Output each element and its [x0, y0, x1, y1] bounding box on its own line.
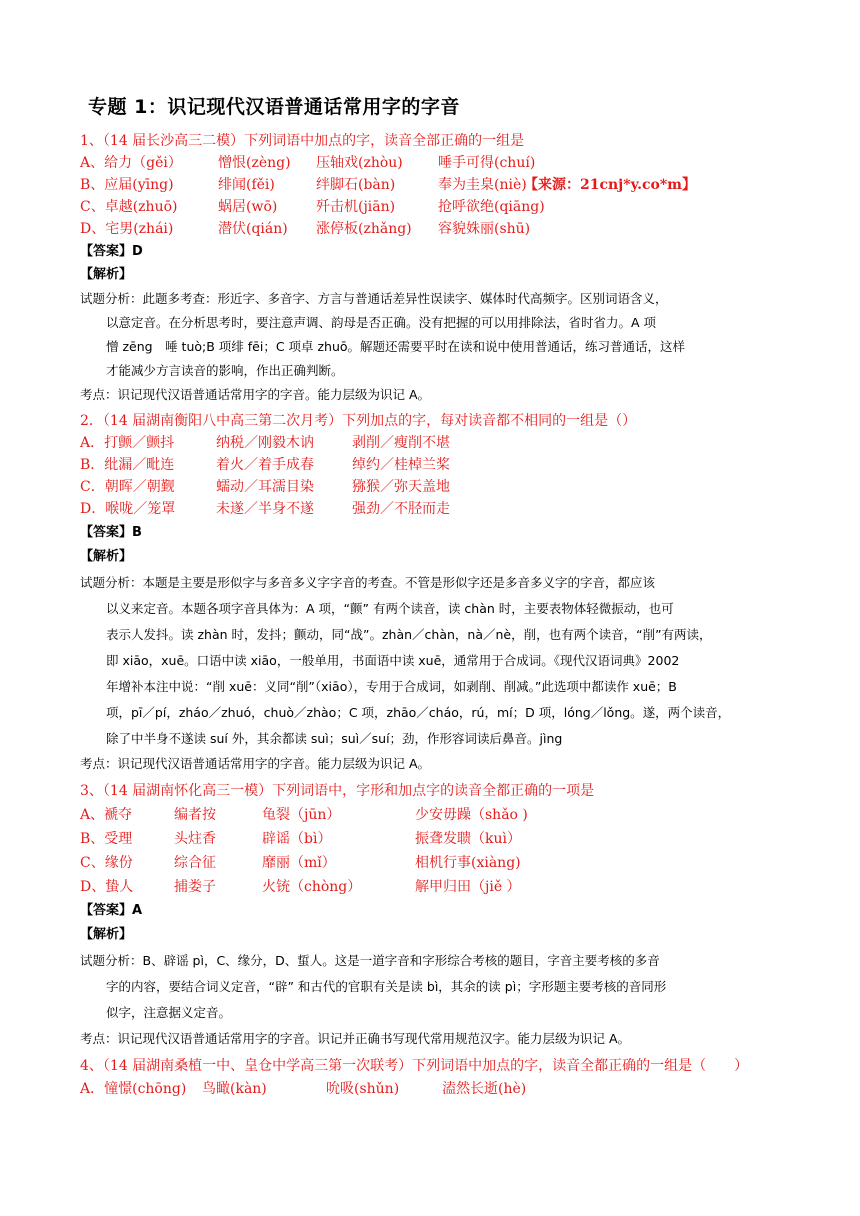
option-word: 抢呼欲绝(qiāng) — [438, 199, 545, 215]
analysis-line: 才能减少方言读音的影响，作出正确判断。 — [106, 363, 344, 378]
option-word: 绯闻(fěi) — [218, 177, 275, 193]
option-word: 编者按 — [174, 807, 216, 823]
option-word: 容貌姝丽(shū) — [438, 221, 531, 237]
question-3-option-a — [80, 806, 528, 824]
question-2-point: 考点：识记现代汉语普通话常用字的字音。能力层级为识记 A。 — [80, 756, 431, 771]
question-3-option-d — [80, 878, 521, 896]
option-word: 剥削／瘦削不堪 — [352, 435, 450, 451]
option-word: A、给力（gěi） — [80, 155, 182, 171]
question-3-point: 考点：识记现代汉语普通话常用字的字音。识记并正确书写现代常用规范汉字。能力层级为识记 A。 — [80, 1031, 631, 1046]
option-word: 涨停板(zhǎng) — [316, 221, 412, 237]
question-2-answer: 【答案】B — [80, 525, 142, 540]
option-word: 辟谣（bì） — [262, 831, 332, 847]
analysis-line: 试题分析：此题多考查：形近字、多音字、方言与普通话差异性误读字、媒体时代高频字。区别词语含义， — [80, 291, 668, 306]
option-word: 火铳（chòng） — [262, 879, 362, 895]
question-1-option-c — [80, 198, 545, 216]
option-word: 头炷香 — [174, 831, 216, 847]
option-word: B、应届(yīng) — [80, 177, 174, 193]
option-word: D、蛰人 — [80, 879, 134, 895]
analysis-line: 字的内容，要结合词义定音，“辟” 和古代的官职有关是读 bì，其余的读 pì；字形题主要考核的音同形 — [106, 979, 667, 994]
option-word: B、受理 — [80, 831, 133, 847]
source-watermark: 【来源：21cnj*y.co*m】 — [524, 177, 696, 193]
analysis-line: 以意定音。在分析思考时，要注意声调、韵母是否正确。没有把握的可以用排除法，省时省力。A 项 — [106, 315, 657, 330]
question-4-stem: 4、（14 届湖南桑植一中、皇仓中学高三第一次联考）下列词语中加点的字，读音全都正确的一组是（ ） — [80, 1058, 749, 1074]
analysis-line: 即 xiāo，xuē。口语中读 xiāo，一般单用，书面语中读 xuē，通常用于合成词。《现代汉语词典》2002 — [106, 653, 680, 668]
analysis-line: 试题分析：本题是主要是形似字与多音多义字字音的考查。不管是形似字还是多音多义字的字音，都应该 — [80, 575, 656, 590]
question-3-option-c — [80, 854, 521, 872]
option-word: 捕娄子 — [174, 879, 216, 895]
question-1-analysis-label: 【解析】 — [80, 267, 133, 282]
option-word: D．喉咙／笼罩 — [80, 501, 176, 517]
option-word: 绊脚石(bàn) — [316, 177, 396, 193]
page-title: 专题 1：识记现代汉语普通话常用字的字音 — [88, 96, 460, 118]
question-3-stem: 3、（14 届湖南怀化高三一模）下列词语中，字形和加点字的读音全都正确的一项是 — [80, 783, 595, 799]
option-word: C、缘份 — [80, 855, 133, 871]
option-word: 压轴戏(zhòu) — [316, 155, 403, 171]
option-word: 振聋发聩（kuì） — [415, 831, 521, 847]
analysis-line: 除了中半身不遂读 suí 外，其余都读 suì；suì／suí；劲，作形容词读后鼻音。jìng — [106, 731, 563, 746]
question-1-option-a — [80, 154, 535, 172]
question-1-option-b — [80, 176, 696, 194]
option-word: 鸟瞰(kàn) — [202, 1081, 267, 1097]
option-word: 相机行事(xiàng) — [415, 855, 521, 871]
option-word: 少安毋躁（shǎo ) — [415, 807, 528, 823]
option-word: 奉为圭臬(niè) — [438, 177, 527, 193]
question-2-option-b — [80, 456, 450, 474]
question-1-option-d — [80, 220, 530, 238]
question-3-option-b — [80, 830, 521, 848]
option-word: 歼击机(jiān) — [316, 199, 396, 215]
option-word: 强劲／不胫而走 — [352, 501, 450, 517]
question-2-analysis-label: 【解析】 — [80, 549, 133, 564]
question-3-analysis-label: 【解析】 — [80, 927, 133, 942]
option-word: 猕猴／弥天盖地 — [352, 479, 450, 495]
option-word: 绰约／桂棹兰桨 — [352, 457, 450, 473]
option-word: 靡丽（mǐ） — [262, 855, 336, 871]
option-word: A、褫夺 — [80, 807, 133, 823]
analysis-line: 项，pī／pí，zháo／zhuó，chuò／zhào；C 项，zhāo／cháo，rú，mí；D 项，lóng／lǒng。遂，两个读音， — [106, 705, 731, 720]
question-1-answer: 【答案】D — [80, 244, 143, 259]
question-4-option-a — [80, 1080, 526, 1098]
analysis-line: 憎 zēng 唾 tuò;B 项绯 fēi；C 项卓 zhuō。解题还需要平时在读和说中使用普通话，练习普通话，这样 — [106, 339, 686, 354]
option-word: 潜伏(qián) — [218, 221, 288, 237]
question-2-option-d — [80, 500, 450, 518]
option-word: C．朝晖／朝觐 — [80, 479, 175, 495]
question-2-option-c — [80, 478, 450, 496]
question-1-stem: 1、（14 届长沙高三二模）下列词语中加点的字，读音全部正确的一组是 — [80, 133, 525, 149]
option-word: 吮吸(shǔn) — [326, 1081, 400, 1097]
option-word: B．纰漏／毗连 — [80, 457, 175, 473]
option-word: A．打颤／颤抖 — [80, 435, 175, 451]
question-2-stem: 2．（14 届湖南衡阳八中高三第二次月考）下列加点的字，每对读音都不相同的一组是（） — [80, 413, 637, 429]
option-word: 纳税／刚毅木讷 — [216, 435, 314, 451]
analysis-line: 似字，注意据义定音。 — [106, 1005, 232, 1020]
option-word: 蠕动／耳濡目染 — [216, 479, 314, 495]
option-word: 蜗居(wō) — [218, 199, 278, 215]
option-word: D、宅男(zhái) — [80, 221, 174, 237]
option-word: A．憧憬(chōng) — [80, 1081, 187, 1097]
analysis-line: 表示人发抖。读 zhàn 时，发抖；颤动，同“战”。zhàn／chàn，nà／nè，削，也有两个读音，“削”有两读， — [106, 627, 712, 642]
analysis-line: 试题分析：B、辟谣 pì，C、缘分，D、蜇人。这是一道字音和字形综合考核的题目，字音主要考核的多音 — [80, 953, 660, 968]
question-3-answer: 【答案】A — [80, 903, 143, 918]
option-word: 憎恨(zèng) — [218, 155, 291, 171]
option-word: C、卓越(zhuō) — [80, 199, 178, 215]
analysis-line: 以义来定音。本题各项字音具体为：A 项，“颤” 有两个读音，读 chàn 时，主要表物体轻微振动，也可 — [106, 601, 674, 616]
option-word: 龟裂（jūn） — [262, 807, 341, 823]
option-word: 未遂／半身不遂 — [216, 501, 314, 517]
option-word: 着火／着手成春 — [216, 457, 314, 473]
analysis-line: 年增补本注中说：“削 xuē：义同“削”（xiāo），专用于合成词，如剥削、削减。”此选项中都读作 xuē；B — [106, 679, 677, 694]
question-2-option-a — [80, 434, 450, 452]
option-word: 解甲归田（jiě ） — [415, 879, 521, 895]
option-word: 综合征 — [174, 855, 216, 871]
option-word: 唾手可得(chuí) — [438, 155, 536, 171]
option-word: 溘然长逝(hè) — [442, 1081, 527, 1097]
question-1-point: 考点：识记现代汉语普通话常用字的字音。能力层级为识记 A。 — [80, 387, 431, 402]
